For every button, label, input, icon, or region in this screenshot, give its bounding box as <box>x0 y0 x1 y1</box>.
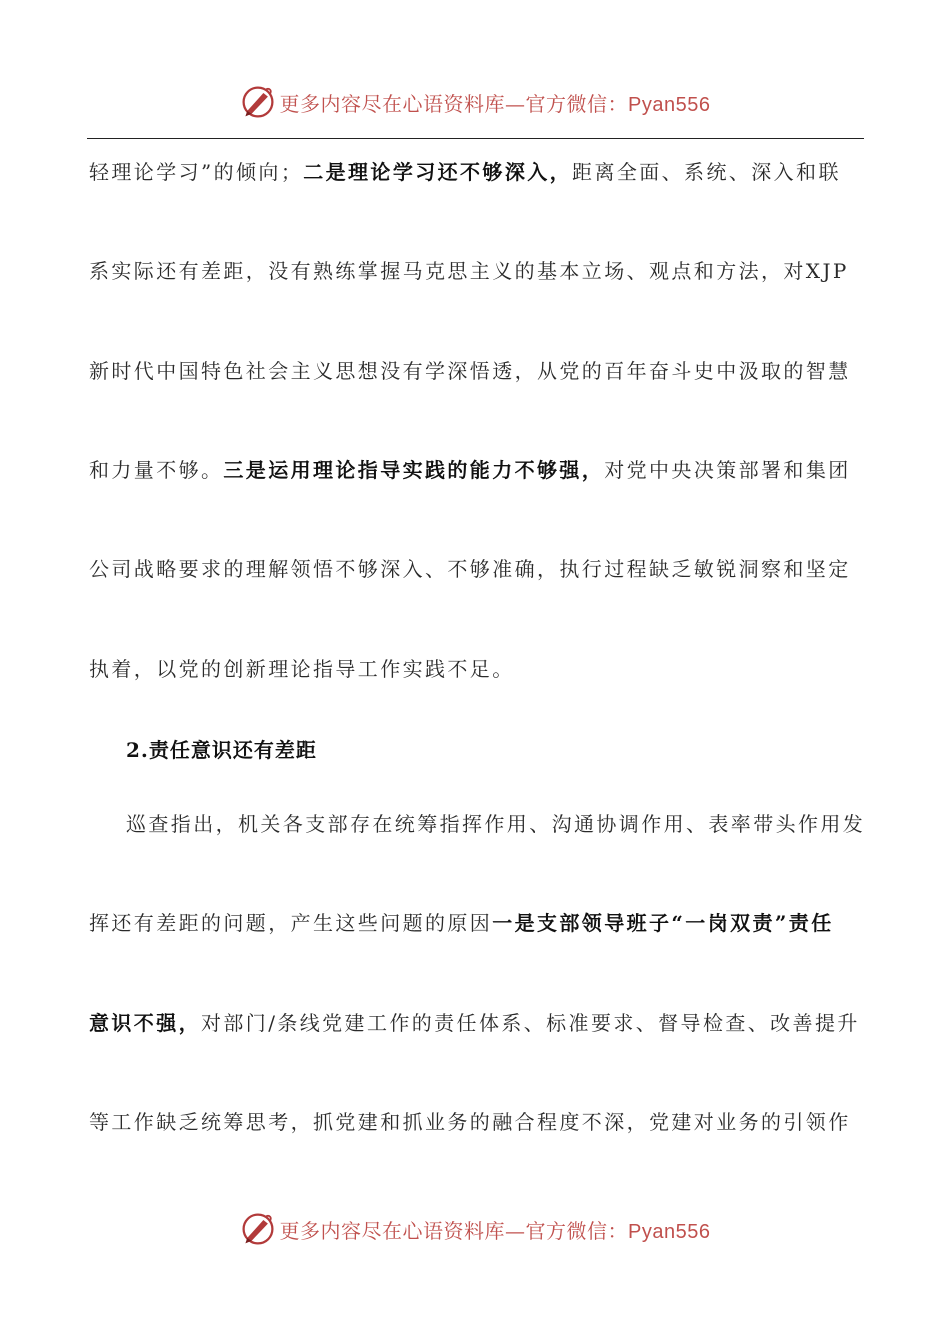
banner-text: 更多内容尽在心语资料库—官方微信：Pyan556 <box>279 1218 711 1243</box>
paragraph-line: 和力量不够。三是运用理论指导实践的能力不够强，对党中央决策部署和集团 <box>89 458 851 482</box>
paragraph-line: 等工作缺乏统筹思考，抓党建和抓业务的融合程度不深，党建对业务的引领作 <box>89 1110 851 1134</box>
header-banner <box>0 84 950 120</box>
paragraph-line: 巡查指出，机关各支部存在统筹指挥作用、沟通协调作用、表率带头作用发 <box>126 812 866 836</box>
paragraph-line: 轻理论学习”的倾向；二是理论学习还不够深入，距离全面、系统、深入和联 <box>89 160 841 184</box>
header-divider <box>87 138 864 139</box>
paragraph-line: 意识不强，对部门/条线党建工作的责任体系、标准要求、督导检查、改善提升 <box>89 1011 860 1035</box>
banner-text: 更多内容尽在心语资料库—官方微信：Pyan556 <box>279 91 711 116</box>
paragraph-line: 执着，以党的创新理论指导工作实践不足。 <box>89 657 515 681</box>
pen-logo-icon <box>240 1211 276 1247</box>
paragraph-line: 新时代中国特色社会主义思想没有学深悟透，从党的百年奋斗史中汲取的智慧 <box>89 359 851 383</box>
paragraph-line: 挥还有差距的问题，产生这些问题的原因一是支部领导班子“一岗双责”责任 <box>89 911 834 935</box>
section-heading: 2.责任意识还有差距 <box>126 738 317 762</box>
pen-logo-icon <box>240 84 276 120</box>
footer-banner <box>0 1211 950 1247</box>
paragraph-line: 系实际还有差距，没有熟练掌握马克思主义的基本立场、观点和方法，对XJP <box>89 259 849 283</box>
paragraph-line: 公司战略要求的理解领悟不够深入、不够准确，执行过程缺乏敏锐洞察和坚定 <box>89 557 851 581</box>
